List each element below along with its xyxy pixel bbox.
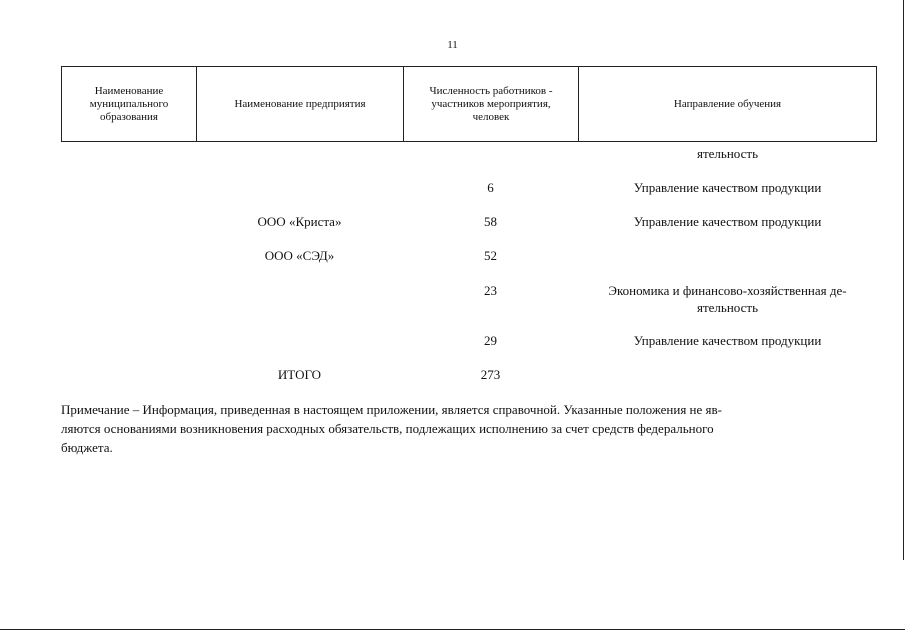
footnote: Примечание – Информация, приведенная в настоящем приложении, является справочной. Указанные положения не яв- ляются основаниями возникновения расходных обязательств, подлежащих исполнению за счет средств федерального бюджета. (61, 402, 722, 455)
table-row-direction: ятельность (696, 146, 758, 161)
header-municipality: Наименование муниципального образования (62, 67, 197, 141)
table-row-enterprise: ООО «Криста» (257, 214, 342, 229)
header-training-direction: Направление обучения (673, 97, 782, 110)
table-row-direction: Управление качеством продукции (633, 333, 822, 348)
table-row-count: 29 (484, 333, 497, 348)
table-row-enterprise: ООО «СЭД» (264, 248, 335, 263)
table-row-count: 6 (487, 180, 494, 195)
page-edge-bottom (0, 629, 905, 630)
table-row-count: 58 (484, 214, 497, 229)
total-label: ИТОГО (277, 367, 322, 382)
page-edge-right (903, 0, 904, 560)
table-header (61, 66, 877, 142)
table-row-count: 52 (484, 248, 497, 263)
header-worker-count: Численность работников - участников мероприятия, человек (404, 67, 579, 141)
page-number: 11 (447, 39, 458, 51)
header-enterprise: Наименование предприятия (197, 67, 404, 141)
total-count: 273 (480, 367, 501, 382)
table-row-count: 23 (484, 283, 497, 298)
table-row-direction: Управление качеством продукции (633, 180, 822, 195)
table-row-direction: Экономика и финансово-хозяйственная де- ятельность (608, 283, 847, 315)
table-row-direction: Управление качеством продукции (633, 214, 822, 229)
